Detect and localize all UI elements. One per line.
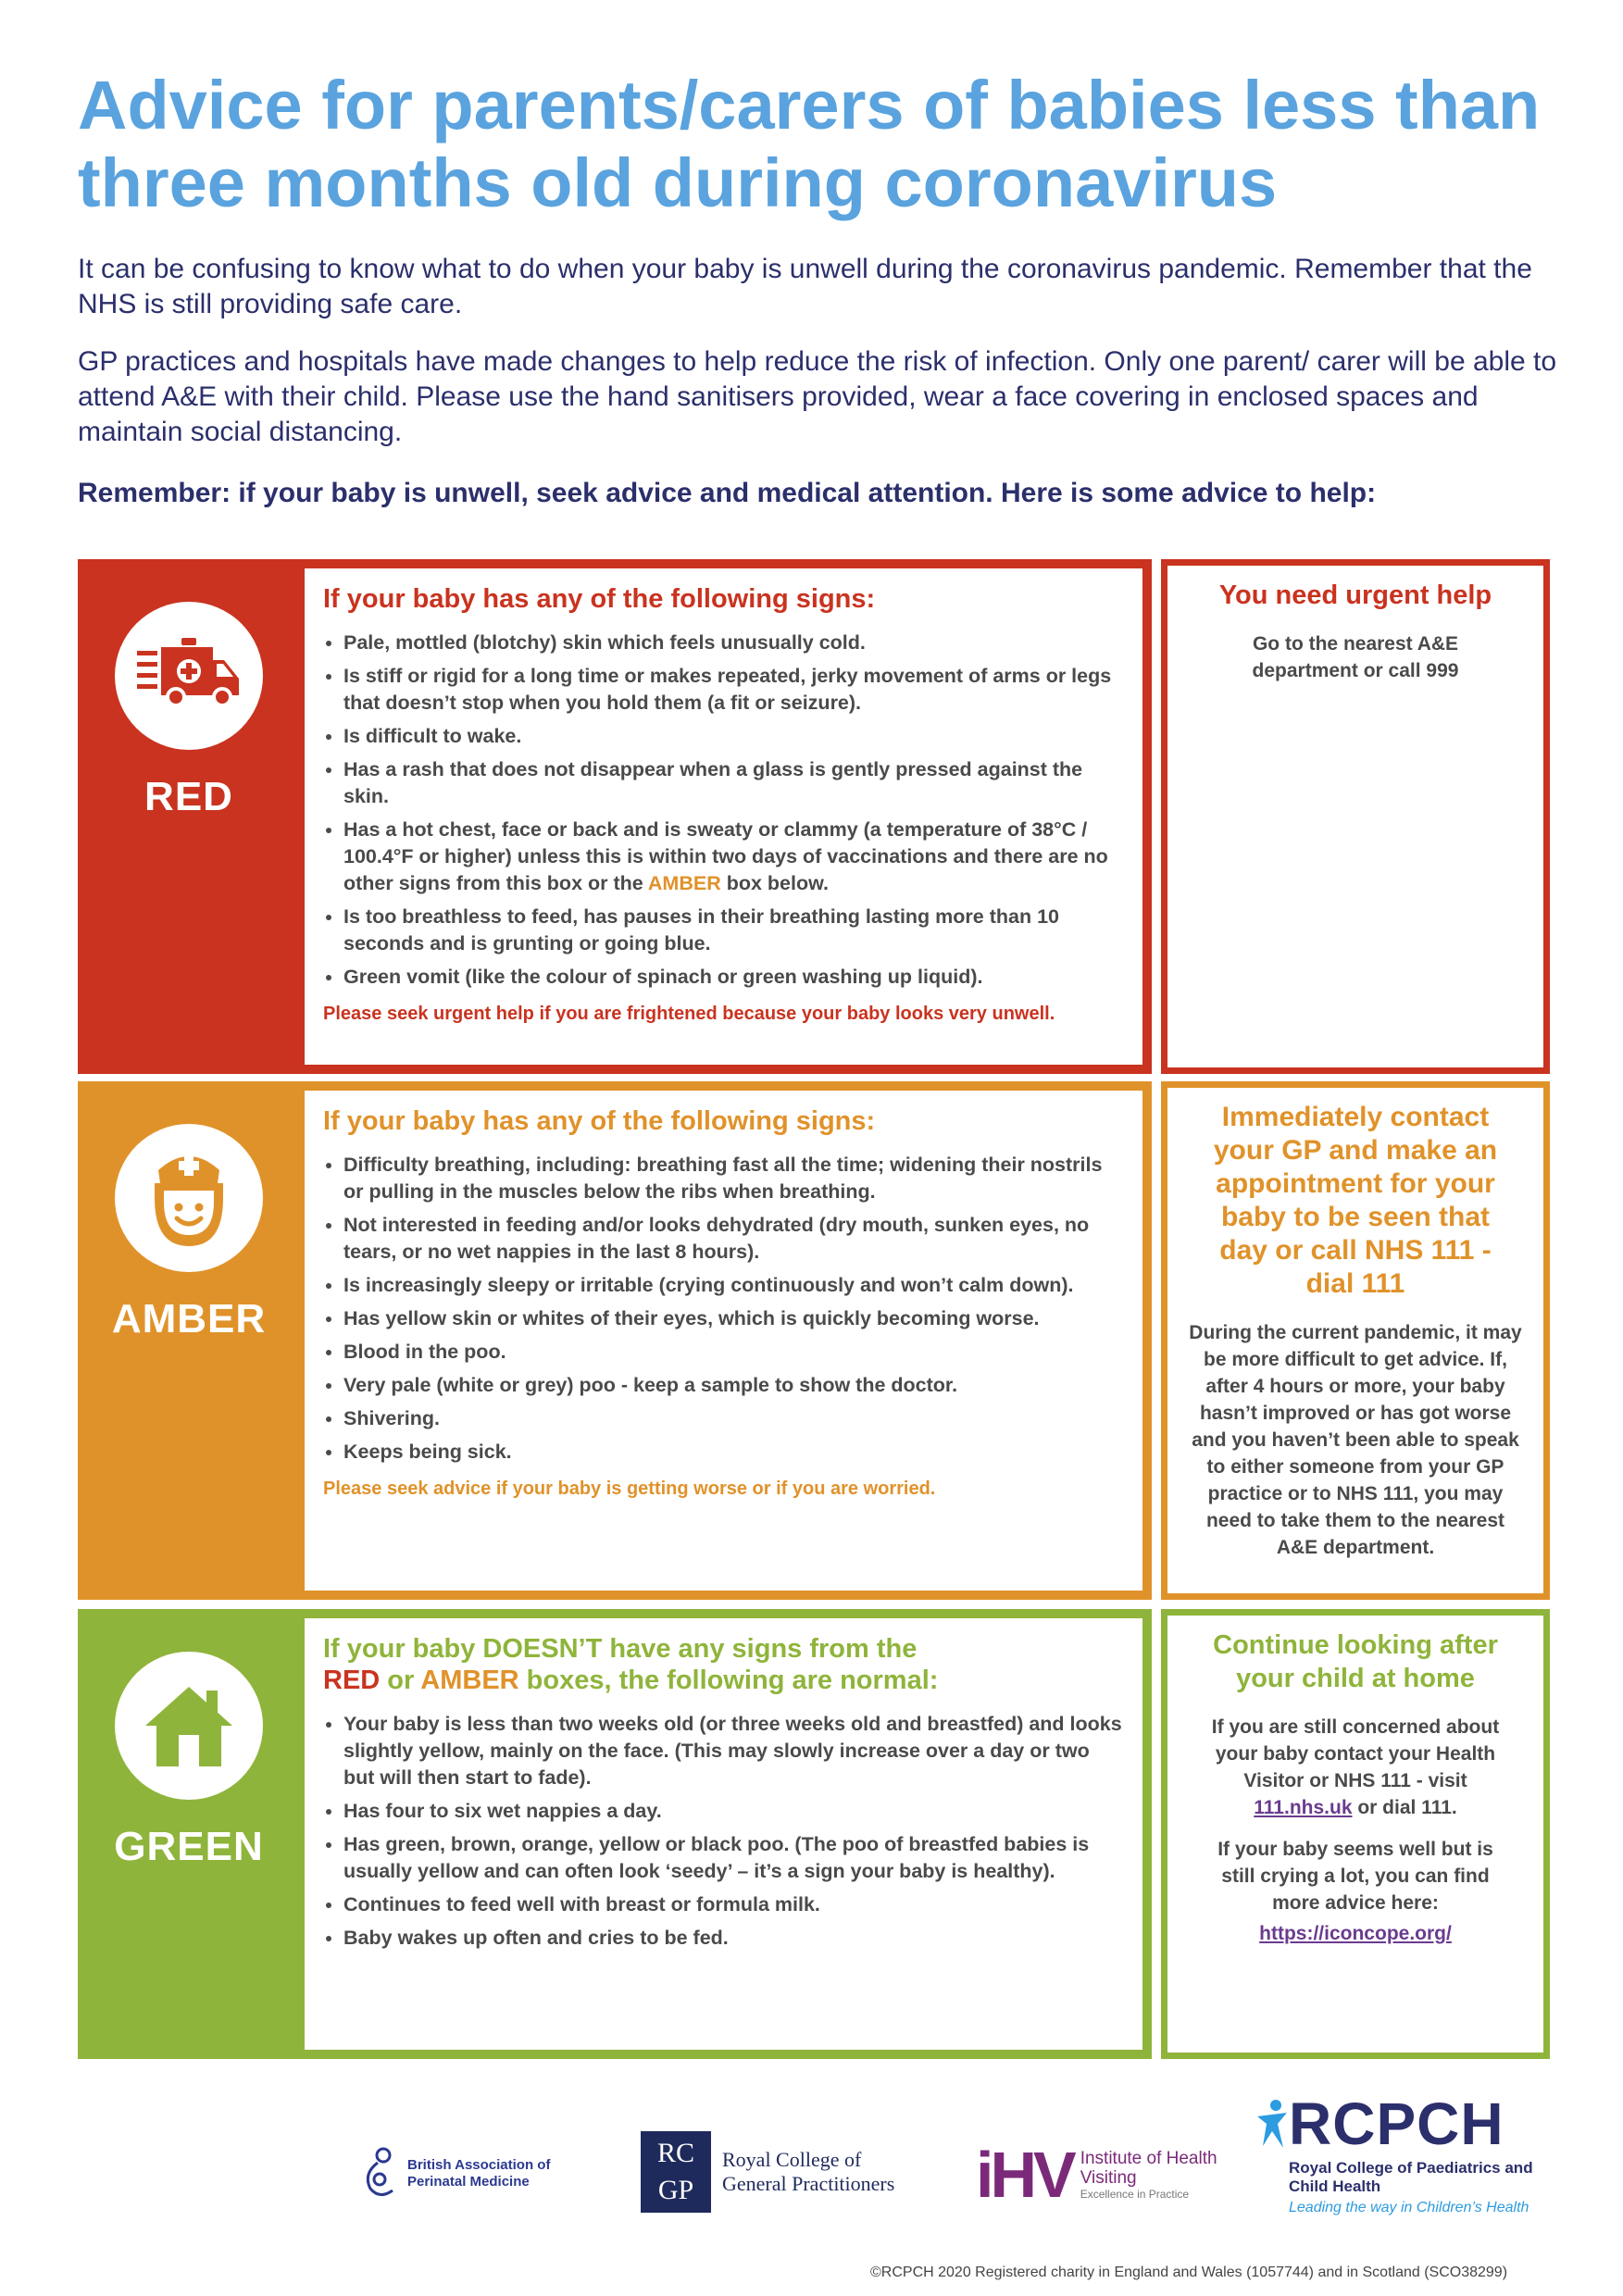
nhs111-link[interactable]: 111.nhs.uk <box>1254 1797 1353 1818</box>
intro-paragraph-2: GP practices and hospitals have made changes to help reduce the risk of infection. Only one parent/ carer will be able to attend A&E with their child. Please use the hand sanitisers provided, wear a face covering in enclosed spaces and maintain social distancing. <box>78 346 1557 447</box>
house-icon <box>115 1652 263 1800</box>
list-item: • Shivering. <box>343 1405 1124 1432</box>
remember-statement: Remember: if your baby is unwell, seek advice and medical attention. Here is some advice to help: <box>78 478 1377 508</box>
list-item: • Very pale (white or grey) poo - keep a sample to show the doctor. <box>343 1372 1124 1399</box>
list-item: • Keeps being sick. <box>343 1439 1124 1466</box>
green-action-text-b: or dial 111. <box>1352 1797 1457 1818</box>
nurse-icon <box>115 1124 263 1272</box>
red-highlight: RED <box>323 1666 381 1695</box>
ihv-mark: iHV <box>976 2139 1073 2211</box>
page-title: Advice for parents/carers of babies less than three months old during coronavirus <box>78 67 1541 221</box>
list-item: • Has a rash that does not disappear when a glass is gently pressed against the skin. <box>343 756 1124 810</box>
list-item: • Is too breathless to feed, has pauses in their breathing lasting more than 10 seconds and is grunting or going blue. <box>343 904 1124 957</box>
list-item: • Baby wakes up often and cries to be fed. <box>343 1925 1124 1952</box>
bapm-name: British Association of Perinatal Medicine <box>407 2157 551 2190</box>
green-signs-box <box>305 1618 1142 2050</box>
red-signs-box <box>305 568 1142 1065</box>
list-item: • Has green, brown, orange, yellow or black poo. (The poo of breastfed babies is usually yellow and can often look ‘seedy’ – it’s a sign your baby is healthy). <box>343 1831 1124 1885</box>
rcpch-star-figure-icon <box>1255 2098 1289 2150</box>
green-heading-or: or <box>380 1666 421 1695</box>
rcgp-name: Royal College of General Practitioners <box>722 2148 895 2195</box>
list-item: • Not interested in feeding and/or looks dehydrated (dry mouth, sunken eyes, no tears, or no wet nappies in the last 8 hours). <box>343 1212 1124 1266</box>
partner-logos <box>0 2090 1623 2242</box>
bapm-mother-baby-icon <box>359 2146 400 2202</box>
list-item: • Has yellow skin or whites of their eyes, which is quickly becoming worse. <box>343 1305 1124 1332</box>
rcpch-mark: RCPCH <box>1289 2090 1504 2157</box>
list-item: • Your baby is less than two weeks old (or three weeks old and breastfed) and looks slightly yellow, mainly on the face. (This may slowly increase over a day or two but will then start to fade). <box>343 1711 1124 1791</box>
list-item: • Blood in the poo. <box>343 1339 1124 1366</box>
rcpch-name: Royal College of Paediatrics and Child Health <box>1289 2159 1533 2195</box>
copyright-notice: ©RCPCH 2020 Registered charity in England and Wales (1057744) and in Scotland (SCO38299) <box>870 2265 1508 2280</box>
green-side <box>78 1609 300 2059</box>
green-heading <box>323 1633 1124 1696</box>
rcpch-mark-row <box>1255 2090 1504 2157</box>
list-item: • Green vomit (like the colour of spinach or green washing up liquid). <box>343 964 1124 991</box>
list-item <box>343 817 1124 897</box>
red-signs-list <box>323 630 1124 991</box>
rcgp-mark: RC GP <box>641 2131 711 2213</box>
red-action-box <box>1161 559 1550 1074</box>
green-signs-list <box>323 1711 1124 1952</box>
green-action-text-2: If your baby seems well but is still crying a lot, you can find more advice here: <box>1217 1839 1493 1914</box>
amber-side <box>78 1081 300 1600</box>
red-action-heading: You need urgent help <box>1218 580 1492 610</box>
amber-signs-list <box>323 1152 1124 1466</box>
red-panel <box>78 559 1152 1074</box>
amber-label: AMBER <box>111 1296 267 1341</box>
rcgp-logo <box>641 2131 926 2213</box>
amber-action-text: During the current pandemic, it may be more difficult to get advice. If, after 4 hours or more, your baby hasn’t improved or has got worse and you haven’t been able to speak to either someone from your GP practice or to NHS 111, you may need to take them to the nearest A&E department. <box>1189 1322 1522 1558</box>
ihv-tagline: Excellence in Practice <box>1080 2188 1190 2201</box>
amber-heading: If your baby has any of the following signs: <box>323 1106 876 1136</box>
iconcope-link-wrap <box>1184 1920 1527 1947</box>
amber-signs-box <box>305 1091 1142 1591</box>
ihv-name: Institute of Health Visiting <box>1080 2149 1217 2188</box>
ambulance-icon <box>115 602 263 750</box>
green-action-heading: Continue looking after your child at home <box>1213 1630 1498 1693</box>
list-item: • Has four to six wet nappies a day. <box>343 1798 1124 1825</box>
green-action-box <box>1161 1609 1550 2059</box>
green-heading-tail: boxes, the following are normal: <box>518 1666 939 1695</box>
ihv-text <box>1080 2149 1219 2201</box>
ihv-logo <box>976 2139 1219 2211</box>
list-item: • Pale, mottled (blotchy) skin which feels unusually cold. <box>343 630 1124 656</box>
amber-action-box <box>1161 1081 1550 1600</box>
amber-highlight: AMBER <box>420 1666 519 1695</box>
rcpch-tagline: Leading the way in Children’s Health <box>1289 2200 1529 2215</box>
list-item: • Is increasingly sleepy or irritable (crying continuously and won’t calm down). <box>343 1272 1124 1299</box>
red-heading: If your baby has any of the following signs: <box>323 584 876 614</box>
green-heading-text: If your baby DOESN’T have any signs from the <box>323 1634 918 1664</box>
rcpch-logo <box>1255 2090 1548 2216</box>
green-label: GREEN <box>114 1824 264 1869</box>
amber-action-heading: Immediately contact your GP and make an appointment for your baby to be seen that day or call NHS 111 - dial 111 <box>1213 1102 1498 1299</box>
amber-highlight: AMBER <box>647 872 721 894</box>
red-note: Please seek urgent help if you are frightened because your baby looks very unwell. <box>323 1004 1055 1024</box>
iconcope-link[interactable]: https://iconcope.org/ <box>1259 1923 1452 1944</box>
red-label: RED <box>144 774 233 819</box>
list-item: • Difficulty breathing, including: breathing fast all the time; widening their nostrils or pulling in the muscles below the ribs when breathing. <box>343 1152 1124 1205</box>
list-item: • Continues to feed well with breast or formula milk. <box>343 1891 1124 1918</box>
list-item-text: Has a hot chest, face or back and is sweaty or clammy (a temperature of 38°C / 100.4°F or higher) unless this is within two days of vaccinations and there are no other signs from this box or the <box>343 818 1108 894</box>
list-item: • Is stiff or rigid for a long time or makes repeated, jerky movement of arms or legs that doesn’t stop when you hold them (a fit or seizure). <box>343 663 1124 717</box>
red-action-text: Go to the nearest A&E department or call 999 <box>1252 633 1459 681</box>
list-item: • Is difficult to wake. <box>343 723 1124 750</box>
bapm-logo <box>359 2146 583 2202</box>
green-action-text-a: If you are still concerned about your baby contact your Health Visitor or NHS 111 - visit <box>1211 1716 1500 1791</box>
amber-note: Please seek advice if your baby is getting worse or if you are worried. <box>323 1479 936 1499</box>
amber-panel <box>78 1081 1152 1600</box>
red-side <box>78 559 300 1074</box>
green-action-text-1 <box>1184 1714 1527 1821</box>
list-item-tail: box below. <box>720 872 830 894</box>
green-panel <box>78 1609 1152 2059</box>
intro-paragraph-1: It can be confusing to know what to do when your baby is unwell during the coronavirus pandemic. Remember that the NHS is still providing safe care. <box>78 254 1532 319</box>
